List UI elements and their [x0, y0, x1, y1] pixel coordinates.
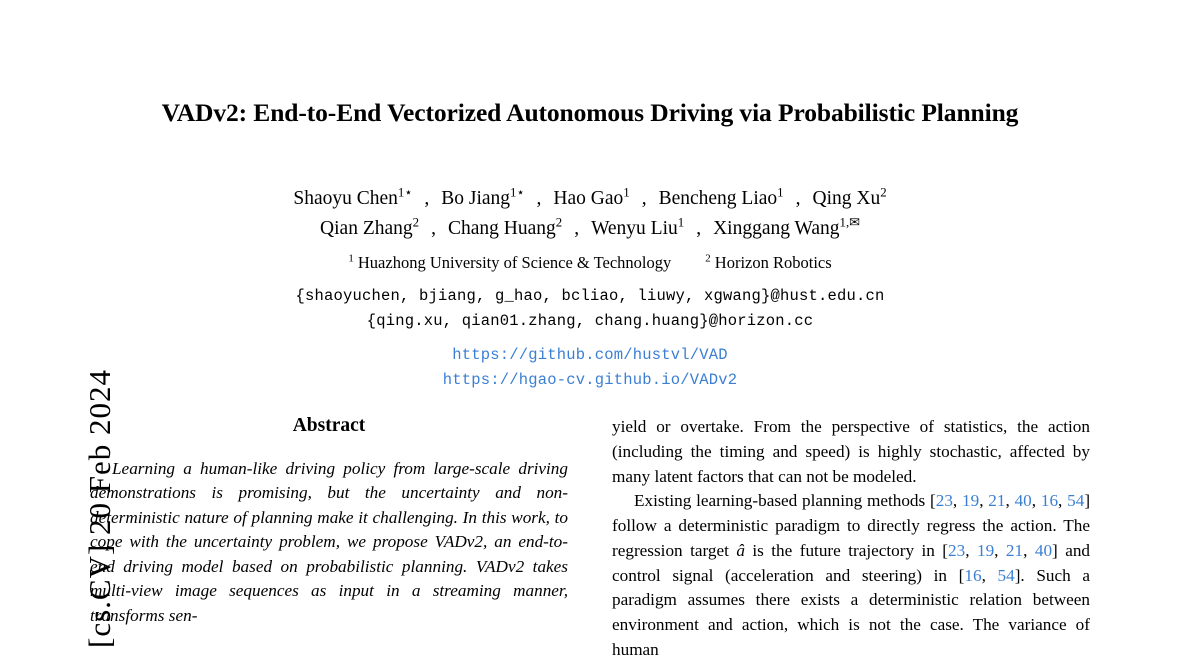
email-line-2: {qing.xu, qian01.zhang, chang.huang}@horizon.cc [366, 311, 814, 330]
abstract-text: Learning a human-like driving policy from large-scale driving demonstrations is promising, but the uncertainty and non-deterministic nature of planning make it challenging. In this work, to cope with the uncertainty problem, we propose VADv2, an end-to-end driving model based on probabilistic planning. VADv2 takes multi-view image sequences as input in a streaming manner, transforms sen- [90, 459, 568, 625]
citation-link[interactable]: 54 [1067, 491, 1085, 511]
author-affiliation-marker: 2 [412, 215, 420, 230]
paragraph-text: , [952, 491, 962, 511]
citation-link[interactable]: 21 [1005, 540, 1024, 560]
right-column [612, 415, 1090, 663]
author-row-2 [90, 214, 1090, 244]
project-page-link[interactable]: https://hgao-cv.github.io/VADv2 [442, 370, 738, 389]
author-name: Shaoyu Chen$^{1⋆}$ [293, 185, 413, 209]
author-separator: , [696, 217, 702, 239]
paragraph-text: , [1005, 491, 1015, 511]
page-title: VADv2: End-to-End Vectorized Autonomous Driving via Probabilistic Planning [161, 98, 1019, 127]
paragraph-text: ] and control signal (acceleration and steering) in [ [612, 540, 1091, 585]
citation-link[interactable]: 23 [935, 491, 953, 511]
author-affiliation-marker: 1 [777, 185, 784, 200]
paragraph-text: , [994, 540, 1006, 560]
author-name: Bencheng Liao$^1$ [658, 185, 784, 209]
author-separator: , [795, 187, 801, 209]
author-affiliation-marker: 1,✉ [839, 215, 860, 230]
affiliation-2-marker: 2 [705, 252, 711, 265]
paragraph-text: is the future trajectory in [ [744, 540, 949, 560]
paragraph-text: , [1023, 540, 1035, 560]
arxiv-stamp: [cs.CV] 20 Feb 2024 [82, 368, 117, 648]
author-name: Chang Huang$^2$ [447, 215, 563, 239]
author-name: Bo Jiang$^{1⋆}$ [441, 185, 525, 209]
author-row-1 [90, 184, 1090, 214]
affiliations [90, 253, 1090, 273]
affiliation-1-text: Huazhong University of Science & Technology [357, 253, 672, 273]
author-affiliation-marker: 2 [555, 215, 563, 230]
author-separator: , [536, 187, 542, 209]
paragraph-text: , [965, 540, 977, 560]
author-name: Hao Gao$^1$ [553, 185, 630, 209]
author-list [90, 184, 1090, 244]
intro-paragraph-2 [612, 489, 1090, 662]
author-separator: , [574, 217, 580, 239]
paragraph-text: ]. Such a paradigm assumes there exists a deterministic relation between environment and action, which is not the case. The variance of human [612, 565, 1091, 659]
author-affiliation-marker: 1⋆ [510, 185, 525, 200]
math-variable: â [736, 540, 745, 560]
citation-link[interactable]: 23 [948, 540, 966, 560]
citation-link[interactable]: 54 [997, 565, 1015, 585]
github-link[interactable]: https://github.com/hustvl/VAD [452, 345, 728, 364]
citation-link[interactable]: 16 [1040, 491, 1059, 511]
paper-page [90, 0, 1091, 659]
author-separator: , [424, 187, 430, 209]
author-affiliation-marker: 1 [677, 215, 685, 230]
author-name: Qing Xu$^2$ [812, 185, 887, 209]
affiliation-1 [348, 253, 671, 272]
author-name: Xinggang Wang$^{1,✉}$ [713, 215, 860, 239]
affiliation-1-marker: 1 [348, 252, 354, 265]
author-name: Qian Zhang$^2$ [320, 215, 420, 239]
affiliation-2-text: Horizon Robotics [714, 253, 832, 273]
author-affiliation-marker: 2 [880, 185, 887, 200]
paragraph-text: , [981, 565, 998, 585]
intro-paragraph-1: yield or overtake. From the perspective of statistics, the action (including the timing and speed) is highly stochastic, affected by many latent factors that can not be modeled. [612, 417, 1090, 486]
author-separator: , [641, 187, 647, 209]
citation-link[interactable]: 19 [962, 491, 980, 511]
author-separator: , [431, 217, 436, 239]
citation-link[interactable]: 21 [988, 491, 1006, 511]
affiliation-2 [705, 253, 831, 272]
left-column [90, 415, 568, 663]
citation-link[interactable]: 40 [1034, 540, 1053, 560]
two-column-body [90, 415, 1090, 663]
citation-link[interactable]: 16 [964, 565, 982, 585]
abstract-heading: Abstract [292, 415, 366, 436]
paragraph-text: Existing learning-based planning methods [ [634, 491, 936, 511]
email-line-1: {shaoyuchen, bjiang, g_hao, bcliao, liuwy, xgwang}@hust.edu.cn [295, 287, 885, 306]
email-block [90, 284, 1090, 334]
paragraph-text: , [979, 491, 989, 511]
paragraph-text: , [1058, 491, 1068, 511]
paragraph-text: , [1031, 491, 1041, 511]
citation-link[interactable]: 40 [1014, 491, 1032, 511]
author-affiliation-marker: 1 [623, 185, 630, 200]
author-affiliation-marker: 1⋆ [397, 185, 413, 200]
citation-link[interactable]: 19 [976, 540, 995, 560]
author-name: Wenyu Liu$^1$ [591, 215, 685, 239]
link-block [90, 343, 1090, 393]
paragraph-text: ] follow a deterministic paradigm to directly regress the action. The regression target [612, 491, 1091, 560]
